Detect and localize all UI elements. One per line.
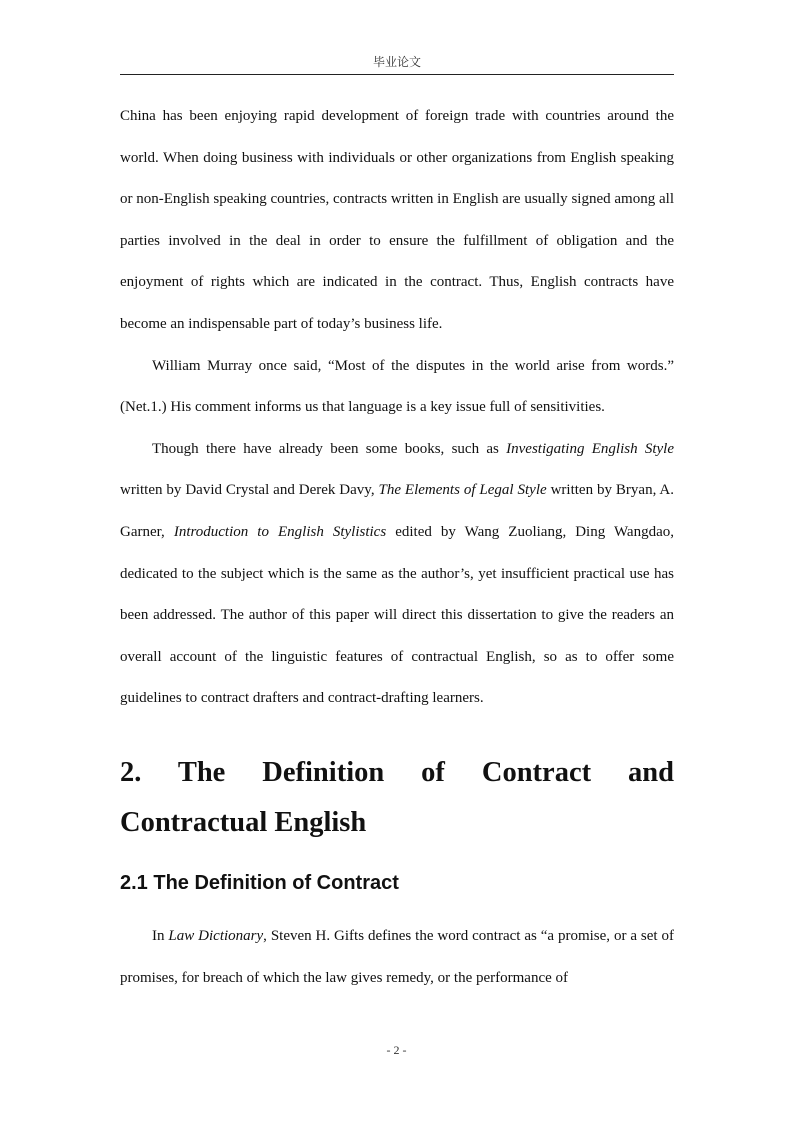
- paragraph-4-text-1: In: [152, 927, 169, 944]
- paragraph-2: William Murray once said, “Most of the disputes in the world arise from words.” (Net.1.) His comment informs us that language is a key issue full of sensitivities.: [120, 357, 674, 416]
- paragraph-1: China has been enjoying rapid development of foreign trade with countries around the world. When doing business with individuals or other organizations from English speaking or non-English speaking countries, contracts written in English are usually signed among all parties involved in the deal in order to ensure the fulfillment of obligation and the enjoyment of rights which are indicated in the contract. Thus, English contracts have become an indispensable part of today’s business life.: [120, 108, 674, 332]
- page-header: [120, 54, 674, 75]
- paragraph-3: [120, 429, 674, 720]
- page-number: - 2 -: [386, 1043, 407, 1057]
- section-heading-line-2: Contractual English: [120, 806, 367, 838]
- paragraph-4-text-2: , Steven H. Gifts defines the word contract as “a promise, or a set of promises, for breach of which the law gives remedy, or the performance of: [120, 927, 674, 986]
- paragraph-3-text-2: written by David Crystal and Derek Davy,: [120, 482, 379, 499]
- subsection-heading: 2.1 The Definition of Contract: [120, 871, 399, 894]
- paragraph-4: [120, 916, 674, 999]
- book-title-introduction-to-english-stylistics: Introduction to English Stylistics: [173, 523, 387, 540]
- section-heading-line-1: 2. The Definition of Contract and: [120, 756, 674, 788]
- book-title-elements-of-legal-style: The Elements of Legal Style: [378, 482, 547, 499]
- section-heading: [120, 748, 674, 848]
- book-title-law-dictionary: Law Dictionary: [168, 927, 264, 944]
- header-title: 毕业论文: [372, 55, 421, 69]
- paragraph-3-text-3: written by Bryan, A. Garner,: [120, 482, 674, 540]
- page-footer: [0, 1042, 793, 1058]
- paragraph-3-text-4: edited by Wang Zuoliang, Ding Wangdao, dedicated to the subject which is the same as the author’s, yet insufficient practical use has been addressed. The author of this paper will direct this dissertation to give the readers an overall account of the linguistic features of contractual English, so as to offer some guidelines to contract drafters and contract-drafting learners.: [120, 523, 674, 707]
- paragraph-3-text-1: Though there have already been some books, such as: [152, 440, 507, 457]
- book-title-investigating-english-style: Investigating English Style: [506, 440, 674, 457]
- document-body: [120, 96, 674, 999]
